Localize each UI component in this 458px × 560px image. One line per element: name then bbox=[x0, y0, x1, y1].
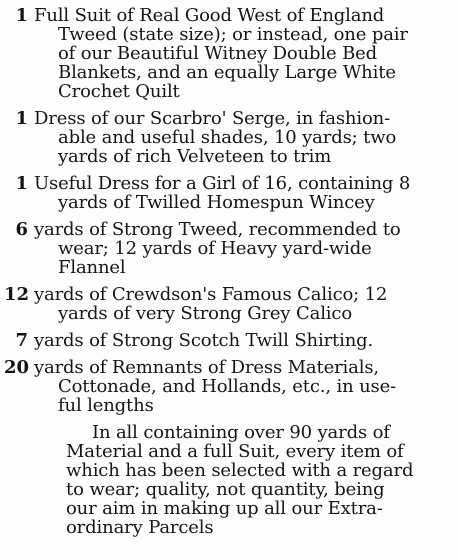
item-quantity: 1 bbox=[15, 173, 28, 194]
item-line: Dress of our Scarbro' Serge, in fashion- bbox=[34, 108, 391, 129]
item-line: yards of Strong Scotch Twill Shirting. bbox=[34, 330, 374, 351]
summary-line: to wear; quality, not quantity, being bbox=[66, 479, 385, 500]
item-quantity: 1 bbox=[15, 5, 28, 26]
item-description bbox=[34, 331, 454, 350]
item-description bbox=[34, 109, 454, 166]
item-line: Full Suit of Real Good West of England bbox=[34, 5, 385, 26]
parcel-item-full-suit bbox=[4, 6, 454, 101]
item-line: Blankets, and an equally Large White bbox=[58, 62, 396, 83]
item-description bbox=[34, 174, 454, 212]
item-line: yards of Strong Tweed, recommended to bbox=[34, 219, 401, 240]
parcel-item-calico bbox=[4, 285, 454, 323]
parcel-item-remnants bbox=[4, 358, 454, 415]
item-line: yards of rich Velveteen to trim bbox=[58, 146, 332, 167]
item-line: Crochet Quilt bbox=[58, 81, 180, 102]
item-description bbox=[34, 358, 454, 415]
parcel-item-girls-dress bbox=[4, 174, 454, 212]
item-quantity: 6 bbox=[15, 219, 28, 240]
item-line: able and useful shades, 10 yards; two bbox=[58, 127, 397, 148]
parcel-summary-paragraph bbox=[4, 423, 454, 537]
summary-line: our aim in making up all our Extra- bbox=[66, 498, 383, 519]
summary-line: which has been selected with a regard bbox=[66, 460, 414, 481]
item-line: Flannel bbox=[58, 257, 126, 278]
item-line: yards of Remnants of Dress Materials, bbox=[34, 357, 380, 378]
item-quantity: 20 bbox=[4, 357, 30, 378]
item-line: yards of Crewdson's Famous Calico; 12 bbox=[34, 284, 388, 305]
item-line: ful lengths bbox=[58, 395, 154, 416]
item-quantity: 1 bbox=[15, 108, 28, 129]
item-line: of our Beautiful Witney Double Bed bbox=[58, 43, 378, 64]
item-description bbox=[34, 6, 454, 101]
summary-line: In all containing over 90 yards of bbox=[92, 422, 390, 443]
item-line: yards of Twilled Homespun Wincey bbox=[58, 192, 375, 213]
summary-line: Material and a full Suit, every item of bbox=[66, 441, 404, 462]
item-line: yards of very Strong Grey Calico bbox=[58, 303, 353, 324]
item-line: Tweed (state size); or instead, one pair bbox=[58, 24, 408, 45]
parcel-item-tweed-flannel bbox=[4, 220, 454, 277]
parcel-item-shirting bbox=[4, 331, 454, 350]
item-line: wear; 12 yards of Heavy yard-wide bbox=[58, 238, 372, 259]
item-quantity: 12 bbox=[4, 284, 30, 305]
summary-line: ordinary Parcels bbox=[66, 517, 214, 538]
item-description bbox=[34, 285, 454, 323]
item-line: Cottonade, and Hollands, etc., in use- bbox=[58, 376, 397, 397]
item-quantity: 7 bbox=[15, 330, 28, 351]
item-description bbox=[34, 220, 454, 277]
item-line: Useful Dress for a Girl of 16, containing 8 bbox=[34, 173, 411, 194]
parcel-item-serge-dress bbox=[4, 109, 454, 166]
